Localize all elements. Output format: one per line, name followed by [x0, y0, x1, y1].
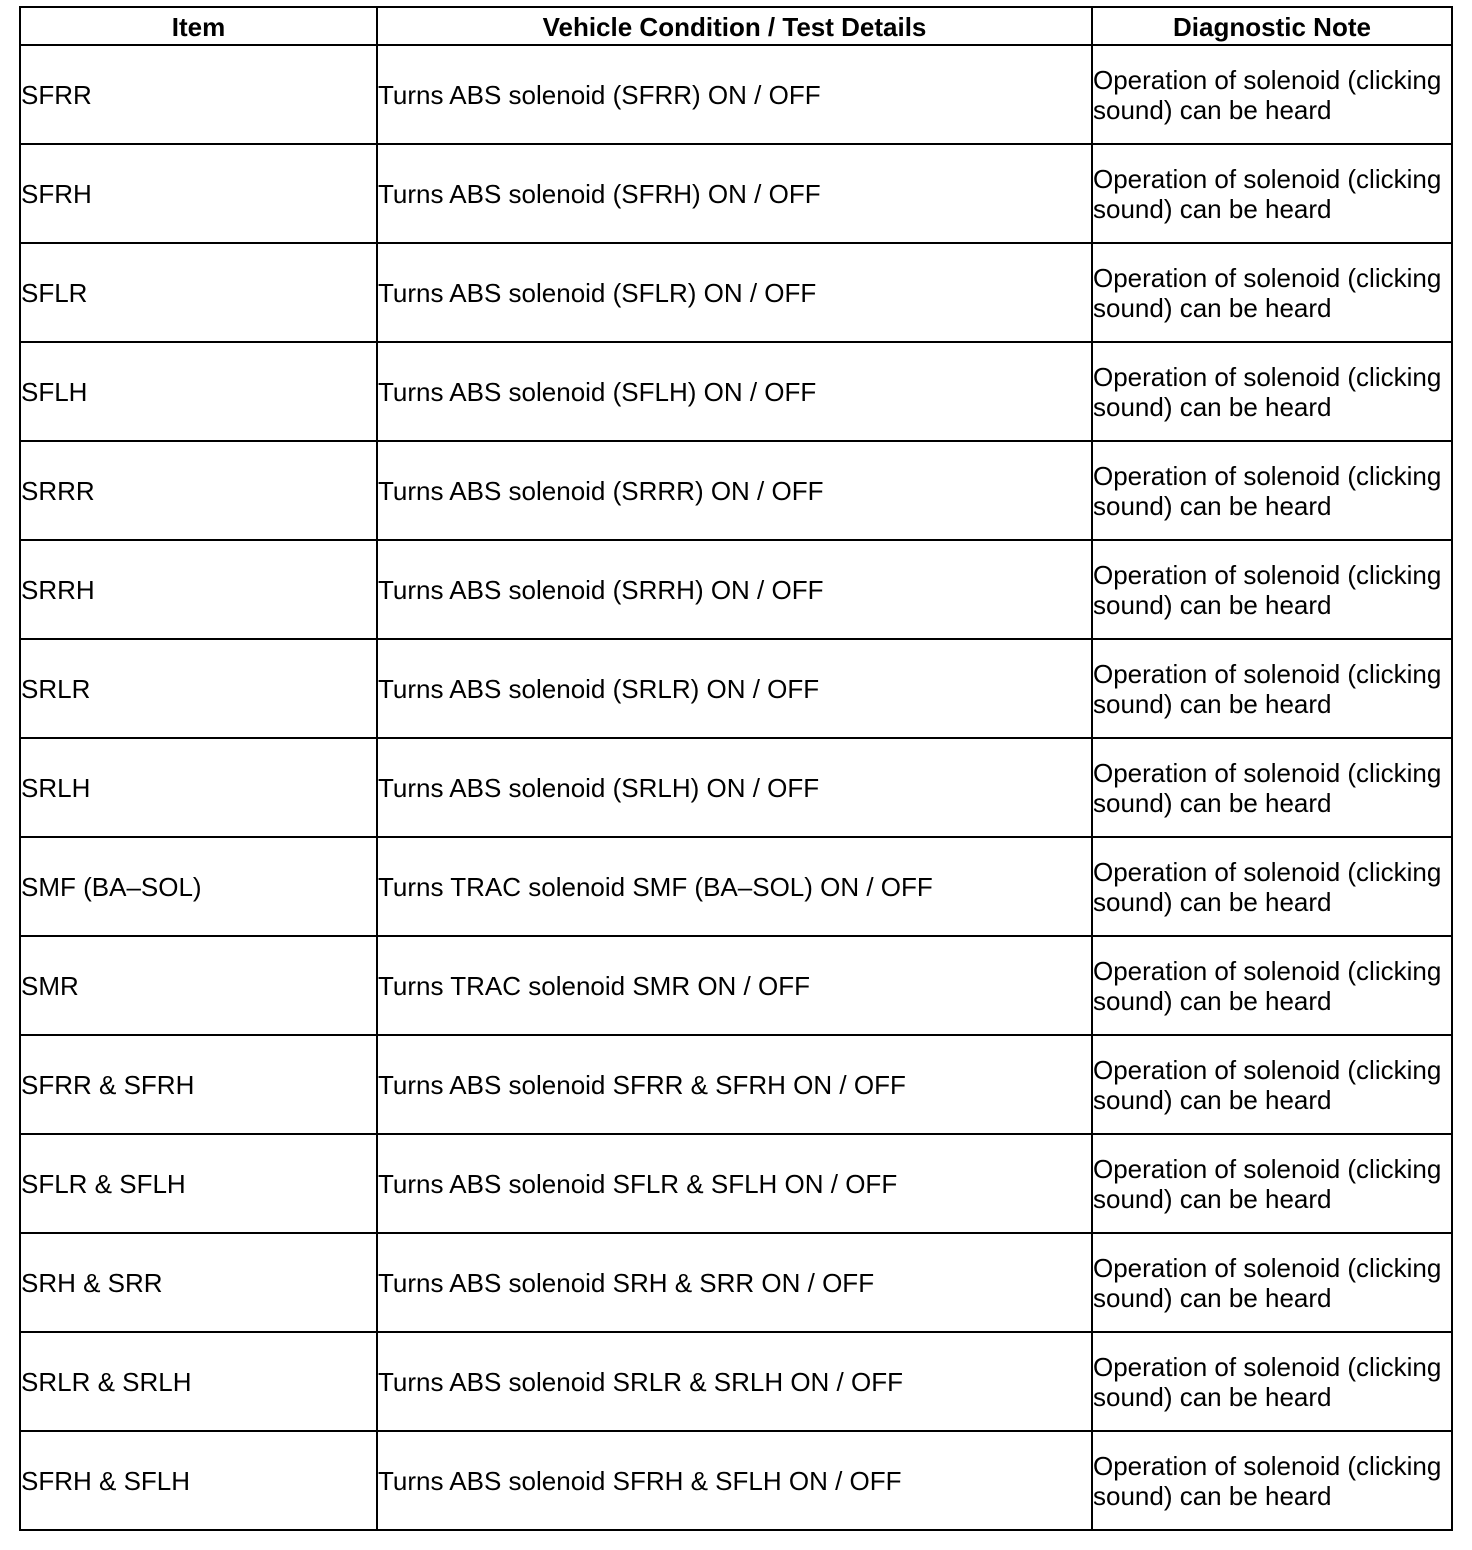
column-header-item: Item: [20, 7, 377, 45]
table-row: [20, 441, 1452, 540]
condition-cell: Turns ABS solenoid SRLR & SRLH ON / OFF: [377, 1332, 1092, 1431]
condition-cell: Turns ABS solenoid (SRRR) ON / OFF: [377, 441, 1092, 540]
condition-cell: Turns ABS solenoid (SRLH) ON / OFF: [377, 738, 1092, 837]
column-header-note: Diagnostic Note: [1092, 7, 1452, 45]
note-cell: Operation of solenoid (clicking sound) can be heard: [1092, 1332, 1452, 1431]
table-row: [20, 738, 1452, 837]
condition-cell: Turns ABS solenoid (SFRR) ON / OFF: [377, 45, 1092, 144]
condition-cell: Turns TRAC solenoid SMR ON / OFF: [377, 936, 1092, 1035]
item-cell: SMF (BA–SOL): [20, 837, 377, 936]
condition-cell: Turns ABS solenoid SFRR & SFRH ON / OFF: [377, 1035, 1092, 1134]
table-row: [20, 639, 1452, 738]
condition-cell: Turns ABS solenoid (SFLR) ON / OFF: [377, 243, 1092, 342]
item-cell: SRRH: [20, 540, 377, 639]
note-cell: Operation of solenoid (clicking sound) can be heard: [1092, 342, 1452, 441]
item-cell: SFRR: [20, 45, 377, 144]
note-cell: Operation of solenoid (clicking sound) can be heard: [1092, 45, 1452, 144]
note-cell: Operation of solenoid (clicking sound) can be heard: [1092, 1134, 1452, 1233]
table-row: [20, 837, 1452, 936]
item-cell: SRLH: [20, 738, 377, 837]
column-header-condition: Vehicle Condition / Test Details: [377, 7, 1092, 45]
table-row: [20, 1431, 1452, 1530]
note-cell: Operation of solenoid (clicking sound) can be heard: [1092, 738, 1452, 837]
note-cell: Operation of solenoid (clicking sound) can be heard: [1092, 1035, 1452, 1134]
table-row: [20, 243, 1452, 342]
note-cell: Operation of solenoid (clicking sound) can be heard: [1092, 243, 1452, 342]
condition-cell: Turns ABS solenoid SFRH & SFLH ON / OFF: [377, 1431, 1092, 1530]
item-cell: SFLH: [20, 342, 377, 441]
table-row: [20, 1035, 1452, 1134]
diagnostic-table: [19, 6, 1453, 1531]
condition-cell: Turns TRAC solenoid SMF (BA–SOL) ON / OFF: [377, 837, 1092, 936]
table-body: [20, 45, 1452, 1530]
note-cell: Operation of solenoid (clicking sound) can be heard: [1092, 1233, 1452, 1332]
table-row: [20, 936, 1452, 1035]
item-cell: SRH & SRR: [20, 1233, 377, 1332]
note-cell: Operation of solenoid (clicking sound) can be heard: [1092, 936, 1452, 1035]
note-cell: Operation of solenoid (clicking sound) can be heard: [1092, 540, 1452, 639]
note-cell: Operation of solenoid (clicking sound) can be heard: [1092, 639, 1452, 738]
item-cell: SFRH: [20, 144, 377, 243]
note-cell: Operation of solenoid (clicking sound) can be heard: [1092, 144, 1452, 243]
item-cell: SRRR: [20, 441, 377, 540]
note-cell: Operation of solenoid (clicking sound) can be heard: [1092, 837, 1452, 936]
table-row: [20, 540, 1452, 639]
item-cell: SRLR & SRLH: [20, 1332, 377, 1431]
item-cell: SMR: [20, 936, 377, 1035]
table-row: [20, 1332, 1452, 1431]
note-cell: Operation of solenoid (clicking sound) can be heard: [1092, 1431, 1452, 1530]
note-cell: Operation of solenoid (clicking sound) can be heard: [1092, 441, 1452, 540]
table-row: [20, 144, 1452, 243]
condition-cell: Turns ABS solenoid (SFRH) ON / OFF: [377, 144, 1092, 243]
table-row: [20, 1233, 1452, 1332]
condition-cell: Turns ABS solenoid SRH & SRR ON / OFF: [377, 1233, 1092, 1332]
item-cell: SRLR: [20, 639, 377, 738]
condition-cell: Turns ABS solenoid SFLR & SFLH ON / OFF: [377, 1134, 1092, 1233]
item-cell: SFLR & SFLH: [20, 1134, 377, 1233]
item-cell: SFRH & SFLH: [20, 1431, 377, 1530]
table-row: [20, 342, 1452, 441]
condition-cell: Turns ABS solenoid (SRLR) ON / OFF: [377, 639, 1092, 738]
condition-cell: Turns ABS solenoid (SRRH) ON / OFF: [377, 540, 1092, 639]
condition-cell: Turns ABS solenoid (SFLH) ON / OFF: [377, 342, 1092, 441]
table-row: [20, 45, 1452, 144]
table-row: [20, 1134, 1452, 1233]
item-cell: SFRR & SFRH: [20, 1035, 377, 1134]
table-header-row: [20, 7, 1452, 45]
item-cell: SFLR: [20, 243, 377, 342]
